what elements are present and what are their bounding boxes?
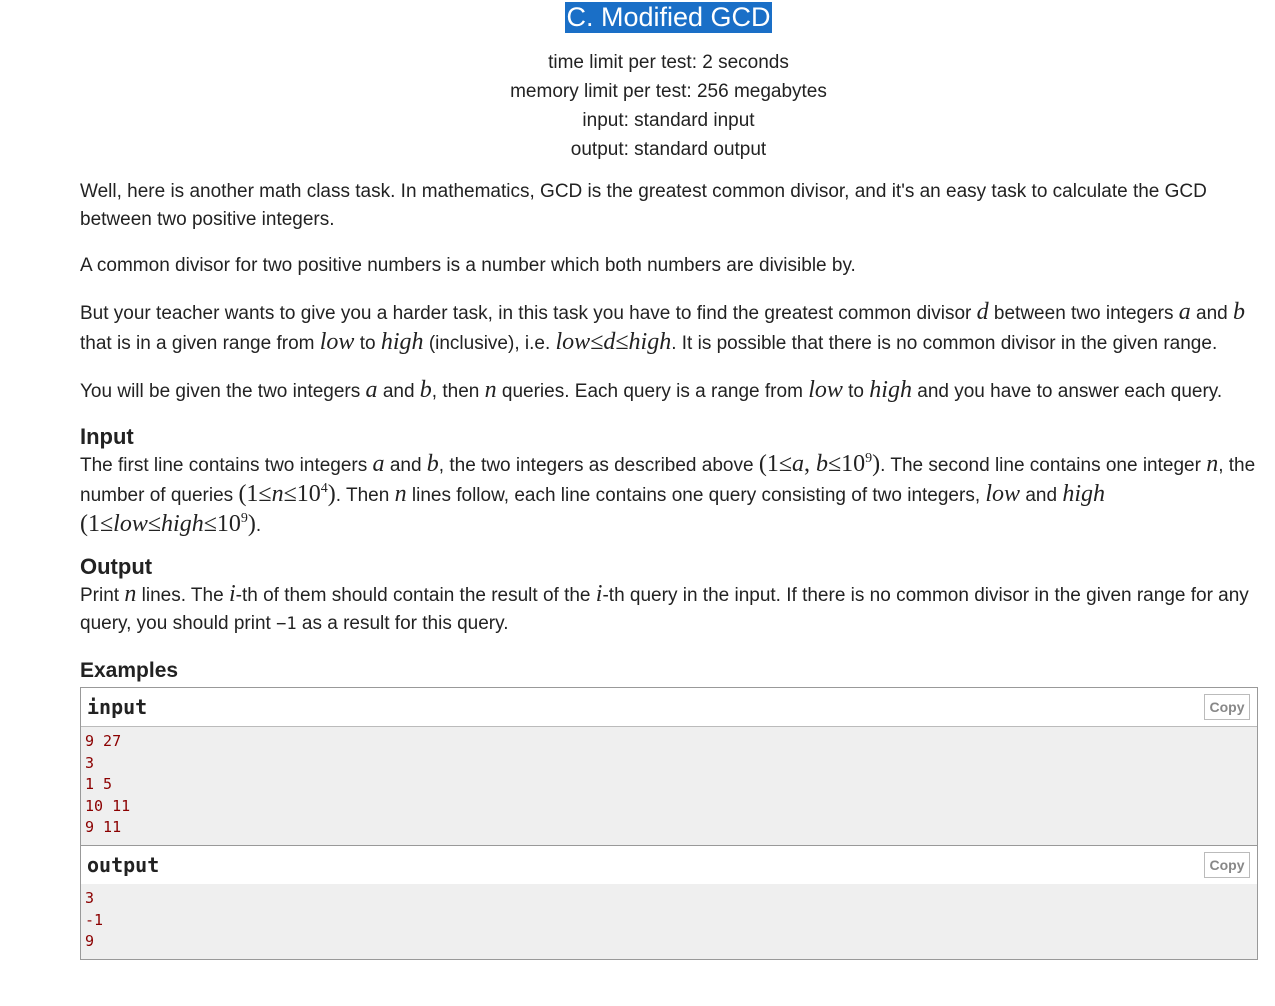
- input-section-title: Input: [80, 424, 134, 449]
- input-line: 9 11: [85, 818, 122, 837]
- examples-title: Examples: [80, 659, 179, 682]
- examples: [80, 658, 1258, 960]
- output-line: -1: [85, 910, 104, 929]
- input-line: 3: [85, 753, 95, 772]
- output-description: Print n lines. The i-th of them should contain the result of the i-th query in the input. If there is no common divisor in the given range for any query, you should print −1 as a result for this query.: [80, 581, 1249, 634]
- example-input-label: input: [87, 695, 148, 719]
- memory-limit: memory limit per test: 256 megabytes: [510, 81, 827, 102]
- example-input-header: [81, 688, 1257, 727]
- output-section: [80, 554, 1260, 638]
- problem-title: C. Modified GCD: [566, 2, 771, 32]
- output-type: output: standard output: [570, 139, 767, 160]
- input-line: 10 11: [85, 796, 131, 815]
- statement-paragraph-4: You will be given the two integers a and b, then n queries. Each query is a range from low to high and you have to answer each query.: [80, 377, 1223, 403]
- input-type: input: standard input: [582, 110, 755, 131]
- problem-statement: [80, 178, 1260, 652]
- output-section-title: Output: [80, 554, 153, 579]
- problem-header: [0, 0, 1275, 164]
- example-input-content: [81, 727, 1257, 845]
- example-output-header: [81, 846, 1257, 884]
- example-output-content: [81, 884, 1257, 959]
- statement-paragraph-1: Well, here is another math class task. In mathematics, GCD is the greatest common divisor, and it's an easy task to calculate the GCD between two positive integers.: [80, 181, 1207, 230]
- statement-paragraph-3: But your teacher wants to give you a harder task, in this task you have to find the greatest common divisor d between two integers a and b that is in a given range from low to high (inclusive), i.e. low≤d≤high. It is possible that there is no common divisor in the given range.: [80, 299, 1246, 355]
- output-line: 9: [85, 932, 95, 951]
- input-section: [80, 424, 1260, 540]
- copy-output-button[interactable]: Copy: [1204, 852, 1250, 878]
- statement-paragraph-2: A common divisor for two positive numbers is a number which both numbers are divisible by.: [80, 255, 856, 276]
- time-limit: time limit per test: 2 seconds: [548, 52, 789, 73]
- example-output-label: output: [87, 852, 160, 877]
- example-input-box: [80, 687, 1258, 846]
- output-line: 3: [85, 888, 95, 907]
- input-line: 1 5: [85, 775, 113, 794]
- limits: [0, 48, 1275, 164]
- example-output-box: [80, 846, 1258, 960]
- copy-input-button[interactable]: Copy: [1204, 694, 1250, 720]
- input-line: 9 27: [85, 732, 122, 750]
- input-description: The first line contains two integers a and b, the two integers as described above (1≤a, $b\le 10^9$). The second line contains one integer n, the number of queries $(1\le n\le 10^4)$. Then n lines follow, each line contains one query consisting of two integers, low and high $(1\le low\le high\le 10^9)$.: [80, 451, 1256, 537]
